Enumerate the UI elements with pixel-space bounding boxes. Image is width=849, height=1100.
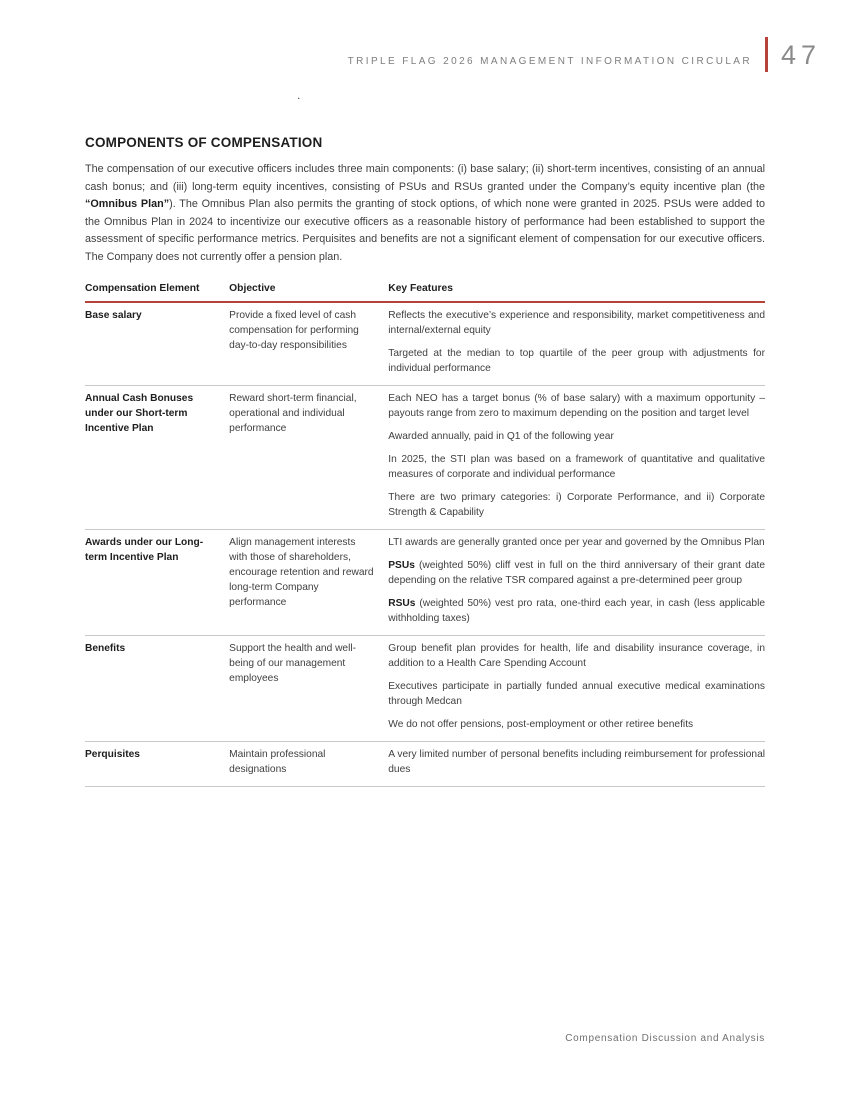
compensation-element-cell: Benefits <box>85 636 229 742</box>
compensation-element-cell: Perquisites <box>85 742 229 787</box>
objective-cell: Reward short-term financial, operational and individual performance <box>229 386 388 530</box>
page-number: 47 <box>781 40 822 70</box>
objective-cell: Maintain professional designations <box>229 742 388 787</box>
intro-text-2: ). The Omnibus Plan also permits the granting of stock options, of which none were granted in 2025. PSUs were added to the Omnibus Plan in 2024 to incentivize our executive officers as a reasonable history of performance had been established to support the assessment of specific performance metrics. Perquisites and benefits are not a significant element of compensation for our executive officers. The Company does not currently offer a pension plan. <box>85 198 765 263</box>
table-row <box>85 386 765 530</box>
key-features-cell <box>388 742 765 787</box>
feature-item: Awarded annually, paid in Q1 of the following year <box>388 431 614 442</box>
objective-cell: Provide a fixed level of cash compensation for performing day-to-day responsibilities <box>229 302 388 386</box>
column-header-key-features: Key Features <box>388 281 765 302</box>
objective-cell: Align management interests with those of shareholders, encourage retention and reward long-term Company performance <box>229 530 388 636</box>
running-header-title: TRIPLE FLAG 2026 MANAGEMENT INFORMATION CIRCULAR <box>347 56 752 67</box>
objective-cell: Support the health and well-being of our management employees <box>229 636 388 742</box>
feature-item: Group benefit plan provides for health, life and disability insurance coverage, in addition to a Health Care Spending Account <box>388 643 765 669</box>
feature-item: There are two primary categories: i) Corporate Performance, and ii) Corporate Strength & Capability <box>388 492 765 518</box>
key-features-cell <box>388 530 765 636</box>
table-header-row <box>85 281 765 302</box>
table-row <box>85 530 765 636</box>
feature-item: We do not offer pensions, post-employment or other retiree benefits <box>388 719 694 730</box>
column-header-objective: Objective <box>229 281 388 302</box>
feature-item: Reflects the executive’s experience and responsibility, market competitiveness and internal/external equity <box>388 310 765 336</box>
key-features-cell <box>388 386 765 530</box>
running-footer: Compensation Discussion and Analysis <box>565 1033 765 1044</box>
key-features-cell <box>388 636 765 742</box>
page-number-divider <box>765 37 768 72</box>
main-content <box>85 135 765 787</box>
key-features-cell <box>388 302 765 386</box>
intro-text-1: The compensation of our executive officers includes three main components: (i) base salary; (ii) short-term incentives, consisting of an annual cash bonus; and (iii) long-term equity incentives, consisting of PSUs and RSUs granted under the Company’s equity incentive plan (the <box>85 163 765 193</box>
feature-item: Executives participate in partially funded annual executive medical examinations through Medcan <box>388 681 765 707</box>
feature-item: A very limited number of personal benefits including reimbursement for professional dues <box>388 749 765 775</box>
intro-bold-term: “Omnibus Plan” <box>85 198 170 210</box>
compensation-element-cell: Base salary <box>85 302 229 386</box>
compensation-element-cell: Awards under our Long-term Incentive Plan <box>85 530 229 636</box>
feature-item: Targeted at the median to top quartile of the peer group with adjustments for individual performance <box>388 348 765 374</box>
feature-item: RSUs (weighted 50%) vest pro rata, one-third each year, in cash (less applicable withholding taxes) <box>388 598 765 624</box>
compensation-element-cell: Annual Cash Bonuses under our Short-term Incentive Plan <box>85 386 229 530</box>
stray-mark: . <box>297 88 301 102</box>
feature-item: In 2025, the STI plan was based on a framework of quantitative and qualitative measures of corporate and individual performance <box>388 454 765 480</box>
table-row <box>85 742 765 787</box>
intro-paragraph <box>85 161 765 266</box>
feature-item: Each NEO has a target bonus (% of base salary) with a maximum opportunity – payouts range from zero to maximum depending on the position and target level <box>388 393 765 419</box>
table-row <box>85 302 765 386</box>
table-row <box>85 636 765 742</box>
compensation-table <box>85 281 765 787</box>
feature-item: LTI awards are generally granted once per year and governed by the Omnibus Plan <box>388 537 765 548</box>
feature-item: PSUs (weighted 50%) cliff vest in full on the third anniversary of their grant date depending on the relative TSR compared against a pre-determined peer group <box>388 560 765 586</box>
section-heading: COMPONENTS OF COMPENSATION <box>85 135 323 150</box>
column-header-compensation-element: Compensation Element <box>85 281 229 302</box>
